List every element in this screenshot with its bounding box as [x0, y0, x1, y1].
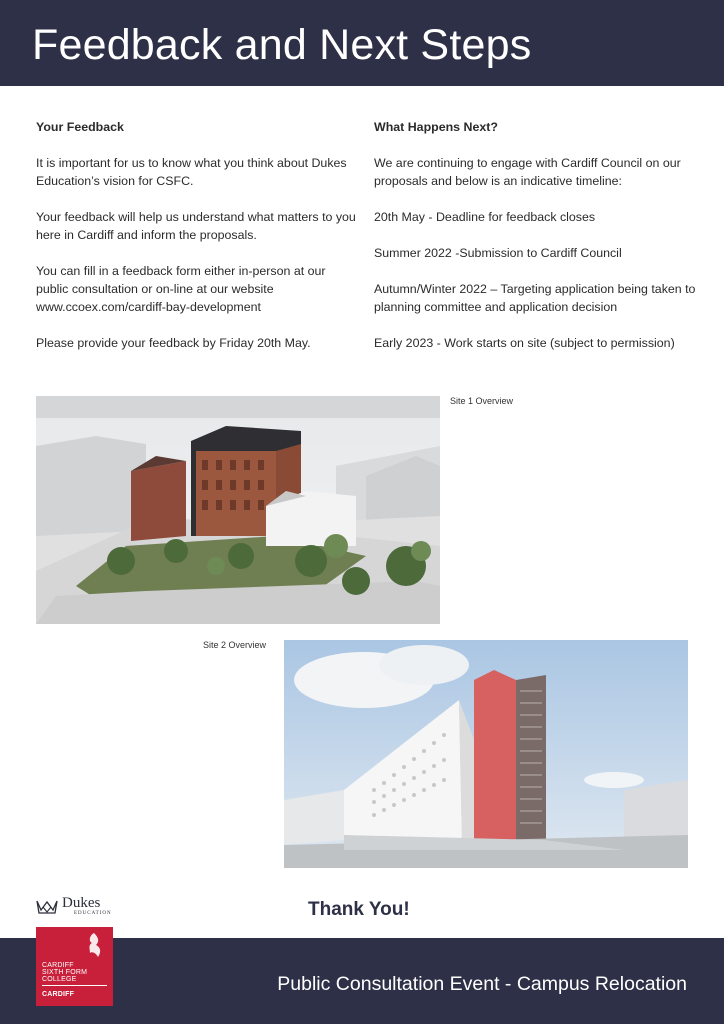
- thank-you-text: Thank You!: [308, 899, 410, 920]
- timeline-item: 20th May - Deadline for feedback closes: [374, 210, 596, 224]
- timeline-item: Summer 2022 -Submission to Cardiff Council: [374, 246, 622, 260]
- college-name-line: SIXTH FORM: [42, 969, 88, 976]
- next-steps-section: [374, 118, 704, 370]
- feedback-section: [36, 118, 356, 370]
- feedback-heading: Your Feedback: [36, 120, 124, 134]
- next-steps-intro: We are continuing to engage with Cardiff Council on our proposals and below is an indicative timeline:: [374, 156, 681, 188]
- college-location: CARDIFF: [42, 991, 75, 998]
- college-name-line: COLLEGE: [42, 976, 77, 983]
- footer-event-title: Public Consultation Event - Campus Relocation: [277, 973, 687, 995]
- dukes-crown-icon: [36, 898, 58, 914]
- college-name-line: CARDIFF: [42, 962, 74, 969]
- timeline-item: Early 2023 - Work starts on site (subject to permission): [374, 336, 675, 350]
- page-header: [0, 0, 724, 86]
- site1-caption: Site 1 Overview: [450, 396, 514, 406]
- dukes-wordmark: Dukes: [62, 895, 101, 911]
- feedback-deadline: Please provide your feedback by Friday 20th May.: [36, 336, 311, 350]
- next-steps-heading: What Happens Next?: [374, 120, 498, 134]
- college-crest-icon: [82, 931, 106, 959]
- site2-caption: Site 2 Overview: [203, 640, 267, 650]
- feedback-paragraph: It is important for us to know what you think about Dukes Education’s vision for CSFC.: [36, 156, 347, 188]
- dukes-subtitle: EDUCATION: [74, 911, 112, 916]
- timeline-item: Autumn/Winter 2022 – Targeting application being taken to planning committee and application decision: [374, 282, 696, 314]
- cardiff-sixth-form-college-logo: [36, 927, 113, 1006]
- feedback-paragraph: Your feedback will help us understand what matters to you here in Cardiff and inform the proposals.: [36, 210, 356, 242]
- college-divider: [42, 985, 107, 986]
- site2-render-image: [284, 640, 688, 868]
- feedback-paragraph: You can fill in a feedback form either in-person at our public consultation or on-line at our website www.ccoex.com/cardiff-bay-development: [36, 264, 326, 314]
- page-title: Feedback and Next Steps: [32, 21, 532, 69]
- dukes-education-logo: [36, 896, 112, 916]
- site1-render-image: [36, 396, 440, 624]
